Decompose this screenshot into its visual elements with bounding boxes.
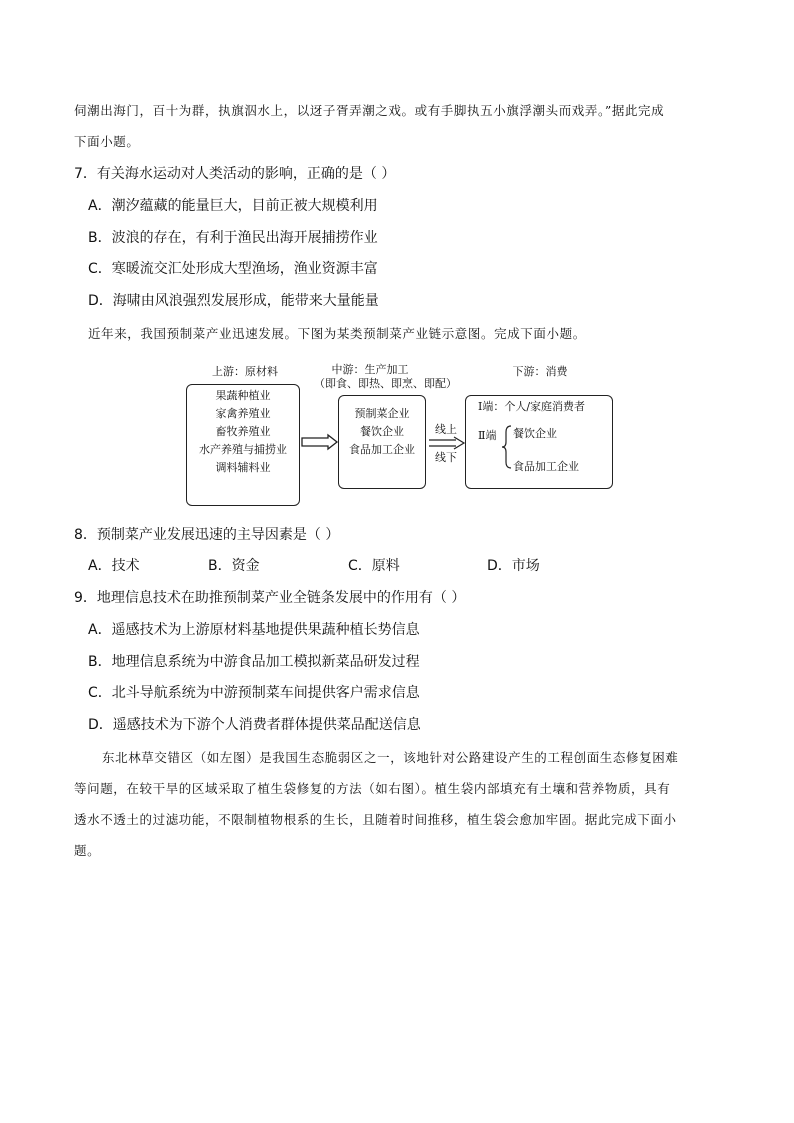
passage-line: 等问题，在较干旱的区域采取了植生袋修复的方法（如右图）。植生袋内部填充有土壤和营养物质，具有 — [74, 781, 671, 796]
q7-option-b: B．波浪的存在，有利于渔民出海开展捕捞作业 — [88, 230, 378, 246]
question-8-stem: 8．预制菜产业发展迅速的主导因素是（ ） — [74, 527, 340, 543]
offline-label: 线下 — [435, 451, 457, 464]
q9-option-b: B．地理信息系统为中游食品加工模拟新菜品研发过程 — [88, 654, 420, 670]
q8-option-a: A．技术 — [88, 558, 140, 574]
midstream-item: 预制菜企业 — [354, 407, 410, 420]
q8-option-b: B．资金 — [208, 558, 260, 574]
midstream-title: 中游：生产加工 — [331, 363, 409, 376]
q7-option-d: D．海啸由风浪强烈发展形成，能带来大量能量 — [88, 293, 379, 309]
double-arrow-icon — [300, 434, 340, 450]
passage-line: 伺潮出海门，百十为群，执旗泅水上，以迓子胥弄潮之戏。或有手脚执五小旗浮潮头而戏弄。”据此完成 — [74, 103, 665, 118]
q8-option-d: D．市场 — [487, 558, 540, 574]
downstream-title: 下游：消费 — [512, 365, 568, 378]
upstream-item: 畜牧养殖业 — [215, 425, 271, 438]
question-7-stem: 7．有关海水运动对人类活动的影响，正确的是（ ） — [74, 166, 396, 182]
end-2-label: Ⅱ端 — [478, 429, 497, 442]
passage-line: 下面小题。 — [74, 134, 140, 149]
question-9-stem: 9．地理信息技术在助推预制菜产业全链条发展中的作用有（ ） — [74, 590, 466, 606]
midstream-subtitle: （即食、即热、即烹、即配） — [314, 377, 457, 390]
passage-intro: 近年来，我国预制菜产业迅速发展。下图为某类预制菜产业链示意图。完成下面小题。 — [88, 326, 586, 341]
end-1-label: Ⅰ端：个人/家庭消费者 — [478, 400, 586, 413]
q9-option-c: C．北斗导航系统为中游预制菜车间提供客户需求信息 — [88, 685, 420, 701]
upstream-item: 果蔬种植业 — [215, 389, 271, 402]
q7-option-c: C．寒暖流交汇处形成大型渔场，渔业资源丰富 — [88, 261, 378, 277]
end-2-item: 食品加工企业 — [513, 460, 579, 473]
brace-icon — [501, 424, 513, 470]
q9-option-a: A．遥感技术为上游原材料基地提供果蔬种植长势信息 — [88, 622, 420, 638]
q9-option-d: D．遥感技术为下游个人消费者群体提供菜品配送信息 — [88, 717, 421, 733]
passage-line: 透水不透土的过滤功能，不限制植物根系的生长，且随着时间推移，植生袋会愈加牢固。据此完成下面小 — [74, 812, 677, 827]
double-arrow-icon — [428, 437, 466, 449]
midstream-item: 餐饮企业 — [360, 425, 404, 438]
passage-line: 题。 — [74, 843, 101, 858]
midstream-item: 食品加工企业 — [349, 443, 415, 456]
online-label: 线上 — [435, 423, 457, 436]
q7-option-a: A．潮汐蕴藏的能量巨大，目前正被大规模利用 — [88, 198, 378, 214]
upstream-item: 水产养殖与捕捞业 — [199, 443, 287, 456]
upstream-title: 上游：原材料 — [212, 365, 278, 378]
upstream-item: 家禽养殖业 — [215, 407, 271, 420]
q8-option-c: C．原料 — [348, 558, 400, 574]
upstream-item: 调料辅料业 — [215, 461, 271, 474]
passage-line: 东北林草交错区（如左图）是我国生态脆弱区之一，该地针对公路建设产生的工程创面生态修复困难 — [102, 750, 679, 765]
end-2-item: 餐饮企业 — [513, 427, 557, 440]
